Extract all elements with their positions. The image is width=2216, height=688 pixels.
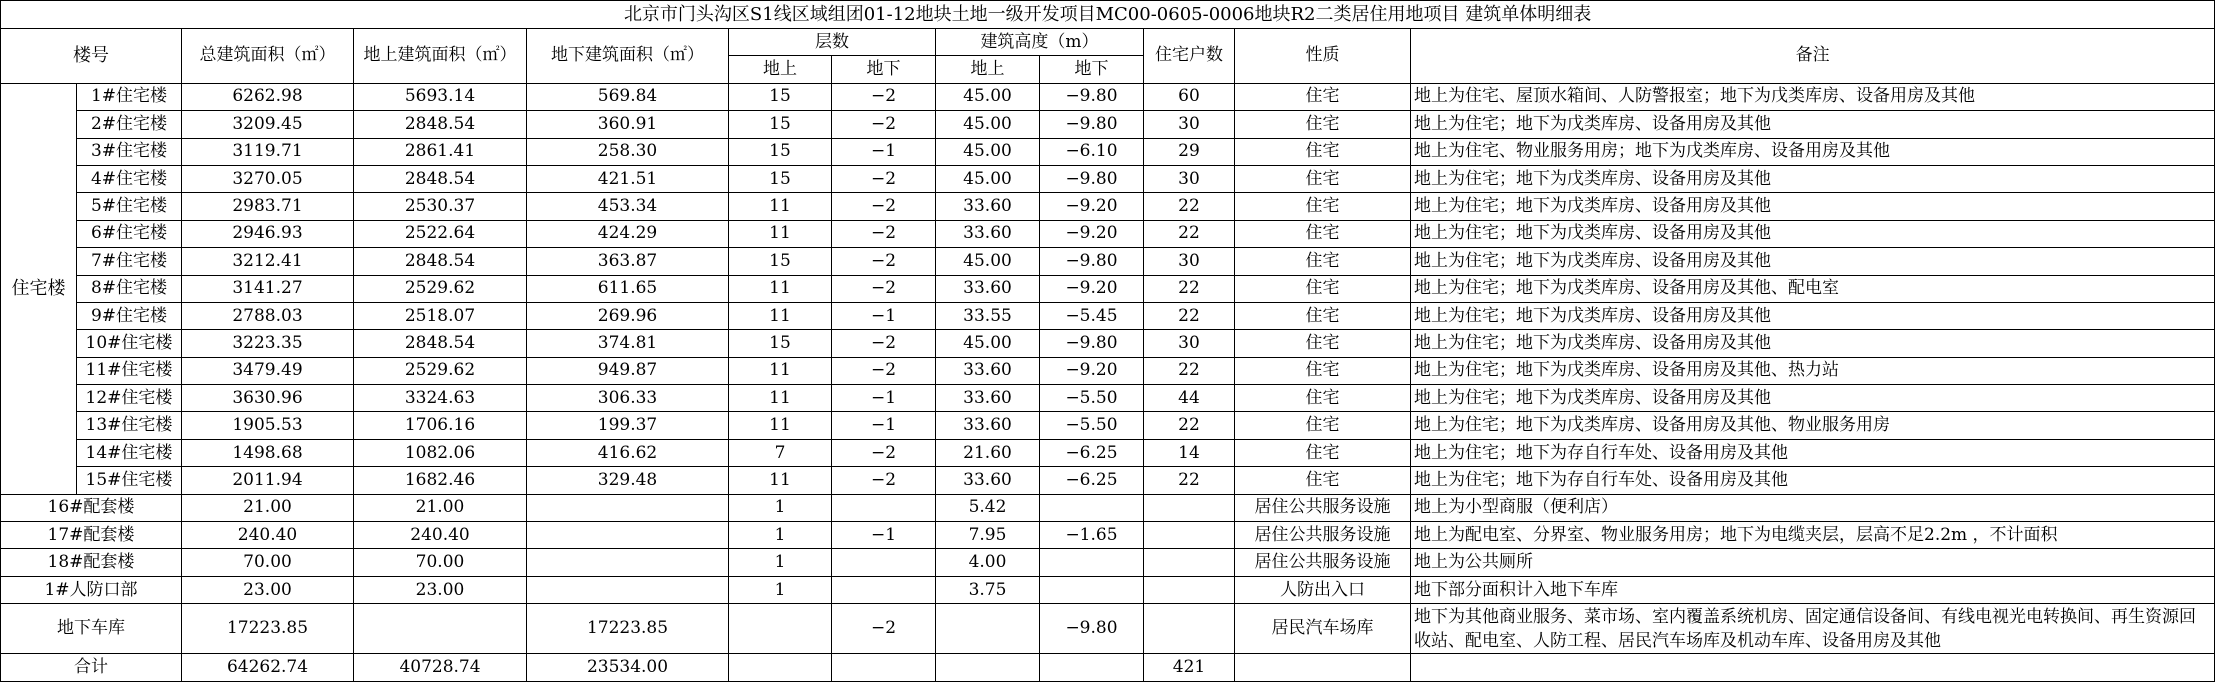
- table-row: [1, 138, 2215, 165]
- floors-below-cell: −1: [832, 385, 936, 412]
- building-name-cell: 地下车库: [1, 604, 182, 654]
- note-cell: 地上为住宅、物业服务用房；地下为戊类库房、设备用房及其他: [1411, 138, 2215, 165]
- note-cell: 地上为住宅；地下为戊类库房、设备用房及其他、热力站: [1411, 357, 2215, 384]
- table-row: [1, 412, 2215, 439]
- total-area-cell: 21.00: [182, 494, 354, 521]
- height-below-cell: −9.80: [1040, 111, 1144, 138]
- table-row: [1, 111, 2215, 138]
- table-row: [1, 439, 2215, 466]
- building-name-cell: 16#配套楼: [1, 494, 182, 521]
- households-cell: 22: [1144, 412, 1235, 439]
- nature-cell: 居住公共服务设施: [1235, 522, 1411, 549]
- above-area-cell: 1082.06: [354, 439, 527, 466]
- above-area-cell: 70.00: [354, 549, 527, 576]
- height-above-cell: [936, 604, 1040, 654]
- above-area-cell: 2848.54: [354, 330, 527, 357]
- nature-cell: 住宅: [1235, 302, 1411, 329]
- note-cell: 地上为住宅；地下为存自行车处、设备用房及其他: [1411, 439, 2215, 466]
- floors-above-cell: 15: [729, 83, 832, 110]
- table-row: [1, 302, 2215, 329]
- table-row: [1, 576, 2215, 603]
- above-area-cell: 2848.54: [354, 165, 527, 192]
- header-height-above: 地上: [936, 56, 1040, 83]
- header-above-area: 地上建筑面积（㎡）: [354, 29, 527, 84]
- floors-below-cell: −2: [832, 193, 936, 220]
- total-area-cell: 3141.27: [182, 275, 354, 302]
- households-cell: 22: [1144, 275, 1235, 302]
- below-area-cell: 258.30: [527, 138, 729, 165]
- height-below-cell: [1040, 549, 1144, 576]
- below-area-cell: 416.62: [527, 439, 729, 466]
- households-cell: 30: [1144, 330, 1235, 357]
- header-floors: 层数: [729, 29, 936, 56]
- table-row: [1, 83, 2215, 110]
- floors-below-cell: −1: [832, 412, 936, 439]
- floors-above-cell: 1: [729, 576, 832, 603]
- floors-below-cell: −2: [832, 248, 936, 275]
- floors-below-cell: −2: [832, 357, 936, 384]
- table-row: [1, 248, 2215, 275]
- table-row: [1, 330, 2215, 357]
- height-below-cell: −5.45: [1040, 302, 1144, 329]
- height-above-cell: 45.00: [936, 165, 1040, 192]
- above-area-cell: 2518.07: [354, 302, 527, 329]
- above-area-cell: 2848.54: [354, 111, 527, 138]
- building-name-cell: 14#住宅楼: [77, 439, 182, 466]
- height-above-cell: 33.60: [936, 275, 1040, 302]
- floors-below-cell: −2: [832, 220, 936, 247]
- floors-above-cell: 11: [729, 220, 832, 247]
- floors-below-cell: [832, 494, 936, 521]
- table-row: [1, 522, 2215, 549]
- total-label-cell: 合计: [1, 654, 182, 681]
- note-cell: 地上为住宅；地下为戊类库房、设备用房及其他: [1411, 248, 2215, 275]
- height-below-cell: −1.65: [1040, 522, 1144, 549]
- height-below-cell: [1040, 654, 1144, 681]
- nature-cell: 住宅: [1235, 467, 1411, 494]
- households-cell: 22: [1144, 302, 1235, 329]
- total-area-cell: 3479.49: [182, 357, 354, 384]
- below-area-cell: 949.87: [527, 357, 729, 384]
- households-cell: 421: [1144, 654, 1235, 681]
- height-below-cell: −9.80: [1040, 165, 1144, 192]
- above-area-cell: 5693.14: [354, 83, 527, 110]
- table-row-garage: [1, 604, 2215, 654]
- nature-cell: 居民汽车场库: [1235, 604, 1411, 654]
- building-name-cell: 1#住宅楼: [77, 83, 182, 110]
- note-cell: 地下部分面积计入地下车库: [1411, 576, 2215, 603]
- floors-above-cell: 11: [729, 385, 832, 412]
- floors-above-cell: 11: [729, 412, 832, 439]
- nature-cell: 住宅: [1235, 220, 1411, 247]
- households-cell: 14: [1144, 439, 1235, 466]
- households-cell: [1144, 494, 1235, 521]
- height-below-cell: −6.10: [1040, 138, 1144, 165]
- height-above-cell: 33.60: [936, 220, 1040, 247]
- nature-cell: [1235, 654, 1411, 681]
- note-cell: 地上为住宅；地下为存自行车处、设备用房及其他: [1411, 467, 2215, 494]
- title-row: [1, 1, 2215, 29]
- total-area-cell: 3212.41: [182, 248, 354, 275]
- households-cell: 22: [1144, 193, 1235, 220]
- nature-cell: 住宅: [1235, 111, 1411, 138]
- households-cell: 44: [1144, 385, 1235, 412]
- nature-cell: 住宅: [1235, 248, 1411, 275]
- households-cell: 22: [1144, 220, 1235, 247]
- height-above-cell: 5.42: [936, 494, 1040, 521]
- height-above-cell: 21.60: [936, 439, 1040, 466]
- floors-above-cell: 11: [729, 275, 832, 302]
- nature-cell: 住宅: [1235, 193, 1411, 220]
- total-area-cell: 1498.68: [182, 439, 354, 466]
- below-area-cell: [527, 549, 729, 576]
- above-area-cell: 1706.16: [354, 412, 527, 439]
- height-above-cell: 45.00: [936, 111, 1040, 138]
- floors-above-cell: 1: [729, 522, 832, 549]
- floors-above-cell: 1: [729, 549, 832, 576]
- table-row: [1, 193, 2215, 220]
- building-name-cell: 17#配套楼: [1, 522, 182, 549]
- below-area-cell: 374.81: [527, 330, 729, 357]
- below-area-cell: 17223.85: [527, 604, 729, 654]
- below-area-cell: 23534.00: [527, 654, 729, 681]
- below-area-cell: 329.48: [527, 467, 729, 494]
- building-name-cell: 9#住宅楼: [77, 302, 182, 329]
- header-height: 建筑高度（m）: [936, 29, 1144, 56]
- floors-above-cell: 15: [729, 138, 832, 165]
- nature-cell: 住宅: [1235, 330, 1411, 357]
- total-area-cell: 6262.98: [182, 83, 354, 110]
- building-name-cell: 6#住宅楼: [77, 220, 182, 247]
- nature-cell: 住宅: [1235, 83, 1411, 110]
- above-area-cell: 21.00: [354, 494, 527, 521]
- total-area-cell: 3223.35: [182, 330, 354, 357]
- floors-below-cell: −2: [832, 604, 936, 654]
- total-area-cell: 23.00: [182, 576, 354, 603]
- total-area-cell: 70.00: [182, 549, 354, 576]
- floors-below-cell: [832, 549, 936, 576]
- floors-below-cell: −2: [832, 111, 936, 138]
- households-cell: 30: [1144, 248, 1235, 275]
- note-cell: 地上为住宅；地下为戊类库房、设备用房及其他: [1411, 302, 2215, 329]
- above-area-cell: 2530.37: [354, 193, 527, 220]
- below-area-cell: 424.29: [527, 220, 729, 247]
- nature-cell: 人防出入口: [1235, 576, 1411, 603]
- note-cell: 地上为住宅；地下为戊类库房、设备用房及其他: [1411, 165, 2215, 192]
- below-area-cell: 453.34: [527, 193, 729, 220]
- building-name-cell: 1#人防口部: [1, 576, 182, 603]
- households-cell: 29: [1144, 138, 1235, 165]
- households-cell: [1144, 604, 1235, 654]
- height-below-cell: −9.20: [1040, 357, 1144, 384]
- building-name-cell: 11#住宅楼: [77, 357, 182, 384]
- floors-above-cell: 15: [729, 248, 832, 275]
- height-below-cell: −9.20: [1040, 220, 1144, 247]
- below-area-cell: [527, 494, 729, 521]
- above-area-cell: 2529.62: [354, 275, 527, 302]
- floors-above-cell: 7: [729, 439, 832, 466]
- building-name-cell: 12#住宅楼: [77, 385, 182, 412]
- above-area-cell: 40728.74: [354, 654, 527, 681]
- total-area-cell: 64262.74: [182, 654, 354, 681]
- below-area-cell: 269.96: [527, 302, 729, 329]
- total-area-cell: 240.40: [182, 522, 354, 549]
- table-row: [1, 165, 2215, 192]
- total-area-cell: 2946.93: [182, 220, 354, 247]
- height-below-cell: −9.20: [1040, 275, 1144, 302]
- nature-cell: 住宅: [1235, 165, 1411, 192]
- above-area-cell: 3324.63: [354, 385, 527, 412]
- nature-cell: 居住公共服务设施: [1235, 549, 1411, 576]
- building-name-cell: 2#住宅楼: [77, 111, 182, 138]
- above-area-cell: 23.00: [354, 576, 527, 603]
- nature-cell: 住宅: [1235, 138, 1411, 165]
- note-cell: 地上为住宅；地下为戊类库房、设备用房及其他: [1411, 220, 2215, 247]
- below-area-cell: 363.87: [527, 248, 729, 275]
- floors-above-cell: 11: [729, 302, 832, 329]
- total-area-cell: 2983.71: [182, 193, 354, 220]
- height-above-cell: 33.60: [936, 357, 1040, 384]
- above-area-cell: 2848.54: [354, 248, 527, 275]
- households-cell: 30: [1144, 111, 1235, 138]
- height-above-cell: 33.60: [936, 385, 1040, 412]
- below-area-cell: [527, 576, 729, 603]
- height-above-cell: 4.00: [936, 549, 1040, 576]
- height-below-cell: −5.50: [1040, 412, 1144, 439]
- floors-below-cell: [832, 654, 936, 681]
- above-area-cell: 1682.46: [354, 467, 527, 494]
- floors-above-cell: [729, 654, 832, 681]
- building-name-cell: 3#住宅楼: [77, 138, 182, 165]
- height-below-cell: [1040, 576, 1144, 603]
- height-below-cell: −9.80: [1040, 248, 1144, 275]
- floors-above-cell: 11: [729, 357, 832, 384]
- table-row: [1, 385, 2215, 412]
- header-row-1: [1, 29, 2215, 56]
- households-cell: 30: [1144, 165, 1235, 192]
- households-cell: 60: [1144, 83, 1235, 110]
- note-cell: [1411, 654, 2215, 681]
- nature-cell: 住宅: [1235, 412, 1411, 439]
- height-below-cell: −9.20: [1040, 193, 1144, 220]
- nature-cell: 住宅: [1235, 357, 1411, 384]
- note-cell: 地上为住宅；地下为戊类库房、设备用房及其他: [1411, 330, 2215, 357]
- table-row: [1, 467, 2215, 494]
- height-above-cell: 45.00: [936, 330, 1040, 357]
- note-cell: 地上为住宅；地下为戊类库房、设备用房及其他: [1411, 111, 2215, 138]
- above-area-cell: 2529.62: [354, 357, 527, 384]
- above-area-cell: 240.40: [354, 522, 527, 549]
- note-cell: 地上为住宅、屋顶水箱间、人防警报室；地下为戊类库房、设备用房及其他: [1411, 83, 2215, 110]
- floors-above-cell: 11: [729, 193, 832, 220]
- note-cell: 地上为住宅；地下为戊类库房、设备用房及其他、配电室: [1411, 275, 2215, 302]
- building-name-cell: 15#住宅楼: [77, 467, 182, 494]
- height-above-cell: 45.00: [936, 138, 1040, 165]
- header-floors-above: 地上: [729, 56, 832, 83]
- building-name-cell: 4#住宅楼: [77, 165, 182, 192]
- note-cell: 地上为住宅；地下为戊类库房、设备用房及其他: [1411, 385, 2215, 412]
- total-area-cell: 3209.45: [182, 111, 354, 138]
- total-area-cell: 3630.96: [182, 385, 354, 412]
- floors-above-cell: 11: [729, 467, 832, 494]
- nature-cell: 住宅: [1235, 275, 1411, 302]
- note-cell: 地上为住宅；地下为戊类库房、设备用房及其他: [1411, 193, 2215, 220]
- floors-above-cell: 15: [729, 165, 832, 192]
- height-below-cell: −9.80: [1040, 604, 1144, 654]
- height-above-cell: 3.75: [936, 576, 1040, 603]
- nature-cell: 居住公共服务设施: [1235, 494, 1411, 521]
- above-area-cell: [354, 604, 527, 654]
- floors-below-cell: [832, 576, 936, 603]
- height-above-cell: 33.60: [936, 193, 1040, 220]
- note-cell: 地下为其他商业服务、菜市场、室内覆盖系统机房、固定通信设备间、有线电视光电转换间、再生资源回收站、配电室、人防工程、居民汽车场库及机动车库、设备用房及其他: [1411, 604, 2215, 654]
- above-area-cell: 2522.64: [354, 220, 527, 247]
- table-title: 北京市门头沟区S1线区域组团01-12地块土地一级开发项目MC00-0605-0006地块R2二类居住用地项目 建筑单体明细表: [1, 1, 2215, 29]
- header-height-below: 地下: [1040, 56, 1144, 83]
- building-name-cell: 13#住宅楼: [77, 412, 182, 439]
- total-area-cell: 2011.94: [182, 467, 354, 494]
- table-row: [1, 275, 2215, 302]
- above-area-cell: 2861.41: [354, 138, 527, 165]
- note-cell: 地上为小型商服（便利店）: [1411, 494, 2215, 521]
- note-cell: 地上为住宅；地下为戊类库房、设备用房及其他、物业服务用房: [1411, 412, 2215, 439]
- building-name-cell: 10#住宅楼: [77, 330, 182, 357]
- building-name-cell: 5#住宅楼: [77, 193, 182, 220]
- floors-above-cell: 15: [729, 330, 832, 357]
- below-area-cell: 569.84: [527, 83, 729, 110]
- households-cell: 22: [1144, 467, 1235, 494]
- height-below-cell: −9.80: [1040, 330, 1144, 357]
- building-name-cell: 8#住宅楼: [77, 275, 182, 302]
- table-row-total: [1, 654, 2215, 681]
- floors-above-cell: [729, 604, 832, 654]
- floors-below-cell: −2: [832, 275, 936, 302]
- height-above-cell: 7.95: [936, 522, 1040, 549]
- below-area-cell: 199.37: [527, 412, 729, 439]
- height-above-cell: [936, 654, 1040, 681]
- height-below-cell: −6.25: [1040, 439, 1144, 466]
- header-nature: 性质: [1235, 29, 1411, 84]
- header-households: 住宅户数: [1144, 29, 1235, 84]
- table-row: [1, 220, 2215, 247]
- floors-below-cell: −1: [832, 302, 936, 329]
- height-below-cell: −5.50: [1040, 385, 1144, 412]
- floors-above-cell: 1: [729, 494, 832, 521]
- nature-cell: 住宅: [1235, 385, 1411, 412]
- total-area-cell: 1905.53: [182, 412, 354, 439]
- floors-below-cell: −1: [832, 138, 936, 165]
- height-above-cell: 45.00: [936, 83, 1040, 110]
- building-name-cell: 18#配套楼: [1, 549, 182, 576]
- height-above-cell: 45.00: [936, 248, 1040, 275]
- floors-below-cell: −2: [832, 165, 936, 192]
- below-area-cell: 421.51: [527, 165, 729, 192]
- households-cell: [1144, 549, 1235, 576]
- height-below-cell: −6.25: [1040, 467, 1144, 494]
- height-below-cell: −9.80: [1040, 83, 1144, 110]
- note-cell: 地上为公共厕所: [1411, 549, 2215, 576]
- header-total-area: 总建筑面积（㎡）: [182, 29, 354, 84]
- households-cell: [1144, 576, 1235, 603]
- total-area-cell: 3270.05: [182, 165, 354, 192]
- header-floors-below: 地下: [832, 56, 936, 83]
- building-name-cell: 7#住宅楼: [77, 248, 182, 275]
- floors-below-cell: −2: [832, 330, 936, 357]
- height-above-cell: 33.60: [936, 467, 1040, 494]
- floors-above-cell: 15: [729, 111, 832, 138]
- floors-below-cell: −1: [832, 522, 936, 549]
- households-cell: [1144, 522, 1235, 549]
- floors-below-cell: −2: [832, 467, 936, 494]
- nature-cell: 住宅: [1235, 439, 1411, 466]
- households-cell: 22: [1144, 357, 1235, 384]
- group-label-cell: 住宅楼: [1, 83, 77, 494]
- header-notes: 备注: [1411, 29, 2215, 84]
- table-row: [1, 494, 2215, 521]
- height-above-cell: 33.55: [936, 302, 1040, 329]
- note-cell: 地上为配电室、分界室、物业服务用房；地下为电缆夹层，层高不足2.2m ，不计面积: [1411, 522, 2215, 549]
- floors-below-cell: −2: [832, 83, 936, 110]
- total-area-cell: 2788.03: [182, 302, 354, 329]
- total-area-cell: 17223.85: [182, 604, 354, 654]
- below-area-cell: [527, 522, 729, 549]
- header-below-area: 地下建筑面积（㎡）: [527, 29, 729, 84]
- floors-below-cell: −2: [832, 439, 936, 466]
- below-area-cell: 360.91: [527, 111, 729, 138]
- height-above-cell: 33.60: [936, 412, 1040, 439]
- table-row: [1, 357, 2215, 384]
- below-area-cell: 611.65: [527, 275, 729, 302]
- below-area-cell: 306.33: [527, 385, 729, 412]
- total-area-cell: 3119.71: [182, 138, 354, 165]
- table-row: [1, 549, 2215, 576]
- height-below-cell: [1040, 494, 1144, 521]
- header-building: 楼号: [1, 29, 182, 84]
